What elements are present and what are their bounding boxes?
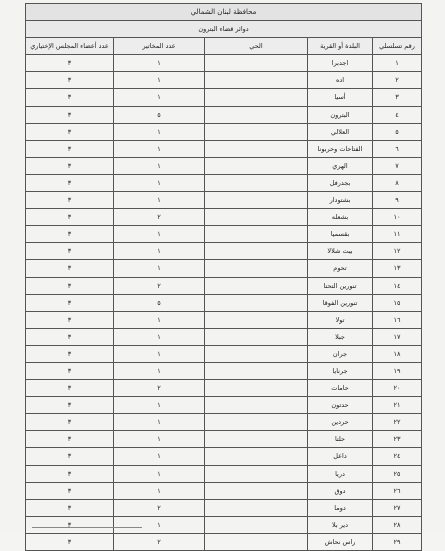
table-row xyxy=(26,294,422,311)
cell-town: بقسميا xyxy=(308,226,373,243)
cell-serial: ٢٩ xyxy=(373,533,422,550)
cell-mukhtars: ١ xyxy=(114,328,205,345)
cell-mukhtars: ١ xyxy=(114,123,205,140)
cell-council-members: ٣ xyxy=(26,362,114,379)
cell-mukhtars: ٢ xyxy=(114,533,205,550)
cell-neighborhood xyxy=(205,380,308,397)
cell-mukhtars: ١ xyxy=(114,482,205,499)
cell-town: دوق xyxy=(308,482,373,499)
cell-neighborhood xyxy=(205,192,308,209)
cell-town: تنورين التحتا xyxy=(308,277,373,294)
column-header-row xyxy=(26,38,422,55)
cell-neighborhood xyxy=(205,89,308,106)
cell-neighborhood xyxy=(205,294,308,311)
governorate-row xyxy=(26,4,422,21)
cell-mukhtars: ١ xyxy=(114,157,205,174)
cell-mukhtars: ١ xyxy=(114,174,205,191)
cell-serial: ٤ xyxy=(373,106,422,123)
table-row xyxy=(26,345,422,362)
table-row xyxy=(26,72,422,89)
cell-serial: ٢١ xyxy=(373,397,422,414)
governorate-title: محافظة لبنان الشمالي xyxy=(26,4,422,21)
cell-neighborhood xyxy=(205,260,308,277)
cell-neighborhood xyxy=(205,123,308,140)
cell-serial: ٩ xyxy=(373,192,422,209)
cell-mukhtars: ١ xyxy=(114,89,205,106)
table-row xyxy=(26,397,422,414)
cell-neighborhood xyxy=(205,414,308,431)
table-row xyxy=(26,277,422,294)
cell-serial: ٧ xyxy=(373,157,422,174)
cell-council-members: ٣ xyxy=(26,72,114,89)
cell-town: راس نحاش xyxy=(308,533,373,550)
cell-town: تنورين الفوقا xyxy=(308,294,373,311)
cell-council-members: ٣ xyxy=(26,226,114,243)
district-row xyxy=(26,21,422,38)
cell-serial: ٦ xyxy=(373,140,422,157)
cell-serial: ٣ xyxy=(373,89,422,106)
cell-neighborhood xyxy=(205,209,308,226)
cell-council-members: ٣ xyxy=(26,123,114,140)
cell-serial: ١٥ xyxy=(373,294,422,311)
cell-serial: ٢٠ xyxy=(373,380,422,397)
cell-neighborhood xyxy=(205,362,308,379)
cell-serial: ٢ xyxy=(373,72,422,89)
cell-neighborhood xyxy=(205,516,308,533)
cell-town: الفتاحات وحربونا xyxy=(308,140,373,157)
cell-mukhtars: ١ xyxy=(114,72,205,89)
cell-town: داعل xyxy=(308,448,373,465)
header-town: البلدة أو القرية xyxy=(308,38,373,55)
cell-neighborhood xyxy=(205,226,308,243)
cell-mukhtars: ١ xyxy=(114,414,205,431)
cell-serial: ١٣ xyxy=(373,260,422,277)
cell-mukhtars: ١ xyxy=(114,465,205,482)
cell-council-members: ٣ xyxy=(26,243,114,260)
header-serial: رقم تسلسلي xyxy=(373,38,422,55)
cell-mukhtars: ٢ xyxy=(114,380,205,397)
cell-neighborhood xyxy=(205,397,308,414)
cell-serial: ٢٢ xyxy=(373,414,422,431)
cell-town: دريا xyxy=(308,465,373,482)
cell-council-members: ٣ xyxy=(26,345,114,362)
page-edge-line xyxy=(32,527,142,528)
cell-town: أسيا xyxy=(308,89,373,106)
table-row xyxy=(26,311,422,328)
table-row xyxy=(26,192,422,209)
cell-serial: ١٦ xyxy=(373,311,422,328)
cell-mukhtars: ١ xyxy=(114,345,205,362)
cell-serial: ١٩ xyxy=(373,362,422,379)
cell-mukhtars: ١ xyxy=(114,260,205,277)
cell-council-members: ٣ xyxy=(26,192,114,209)
cell-neighborhood xyxy=(205,482,308,499)
table-row xyxy=(26,448,422,465)
cell-council-members: ٣ xyxy=(26,311,114,328)
header-mukhtars: عدد المخاتير xyxy=(114,38,205,55)
cell-council-members: ٣ xyxy=(26,482,114,499)
cell-mukhtars: ٥ xyxy=(114,294,205,311)
table-row xyxy=(26,260,422,277)
cell-town: جرنايا xyxy=(308,362,373,379)
cell-town: دوما xyxy=(308,499,373,516)
table-row xyxy=(26,533,422,550)
cell-council-members: ٣ xyxy=(26,414,114,431)
cell-serial: ٢٥ xyxy=(373,465,422,482)
cell-town: حردين xyxy=(308,414,373,431)
cell-mukhtars: ١ xyxy=(114,243,205,260)
cell-council-members: ٣ xyxy=(26,157,114,174)
cell-mukhtars: ١ xyxy=(114,311,205,328)
cell-council-members: ٣ xyxy=(26,380,114,397)
cell-council-members: ٣ xyxy=(26,294,114,311)
header-council-members: عدد أعضاء المجلس الإختياري xyxy=(26,38,114,55)
cell-town: تولا xyxy=(308,311,373,328)
cell-mukhtars: ٥ xyxy=(114,106,205,123)
cell-council-members: ٣ xyxy=(26,140,114,157)
cell-town: بجدرفل xyxy=(308,174,373,191)
cell-town: البترون xyxy=(308,106,373,123)
table-row xyxy=(26,482,422,499)
table-row xyxy=(26,209,422,226)
table-row xyxy=(26,123,422,140)
cell-mukhtars: ٢ xyxy=(114,209,205,226)
cell-mukhtars: ١ xyxy=(114,55,205,72)
cell-neighborhood xyxy=(205,328,308,345)
cell-serial: ٢٤ xyxy=(373,448,422,465)
cell-neighborhood xyxy=(205,157,308,174)
cell-town: تحوم xyxy=(308,260,373,277)
cell-mukhtars: ١ xyxy=(114,431,205,448)
cell-neighborhood xyxy=(205,465,308,482)
cell-town: حدتون xyxy=(308,397,373,414)
cell-serial: ١١ xyxy=(373,226,422,243)
cell-mukhtars: ٢ xyxy=(114,277,205,294)
table-row xyxy=(26,465,422,482)
table-row xyxy=(26,499,422,516)
table-row xyxy=(26,174,422,191)
cell-council-members: ٣ xyxy=(26,499,114,516)
cell-council-members: ٣ xyxy=(26,209,114,226)
cell-serial: ٨ xyxy=(373,174,422,191)
table-row xyxy=(26,362,422,379)
cell-town: اجدبرا xyxy=(308,55,373,72)
cell-serial: ٢٣ xyxy=(373,431,422,448)
cell-mukhtars: ١ xyxy=(114,516,205,533)
cell-neighborhood xyxy=(205,72,308,89)
cell-town: حامات xyxy=(308,380,373,397)
table-row xyxy=(26,243,422,260)
district-title: دوائر قضاء البترون xyxy=(26,21,422,38)
cell-town: دير بلا xyxy=(308,516,373,533)
cell-council-members: ٣ xyxy=(26,533,114,550)
cell-serial: ٢٧ xyxy=(373,499,422,516)
table-row xyxy=(26,226,422,243)
cell-neighborhood xyxy=(205,106,308,123)
cell-serial: ١٧ xyxy=(373,328,422,345)
cell-neighborhood xyxy=(205,277,308,294)
table-row xyxy=(26,380,422,397)
table-row xyxy=(26,89,422,106)
cell-town: جران xyxy=(308,345,373,362)
districts-table xyxy=(25,3,422,551)
cell-neighborhood xyxy=(205,174,308,191)
cell-town: بشعله xyxy=(308,209,373,226)
cell-council-members: ٣ xyxy=(26,89,114,106)
cell-mukhtars: ١ xyxy=(114,140,205,157)
cell-mukhtars: ١ xyxy=(114,397,205,414)
table-row xyxy=(26,157,422,174)
cell-town: حلتا xyxy=(308,431,373,448)
cell-mukhtars: ١ xyxy=(114,362,205,379)
cell-council-members: ٣ xyxy=(26,431,114,448)
table-row xyxy=(26,516,422,533)
cell-neighborhood xyxy=(205,55,308,72)
cell-council-members: ٣ xyxy=(26,448,114,465)
cell-council-members: ٣ xyxy=(26,516,114,533)
cell-neighborhood xyxy=(205,140,308,157)
cell-town: جبلا xyxy=(308,328,373,345)
cell-neighborhood xyxy=(205,499,308,516)
table-row xyxy=(26,328,422,345)
cell-neighborhood xyxy=(205,243,308,260)
cell-council-members: ٣ xyxy=(26,397,114,414)
table-row xyxy=(26,431,422,448)
cell-serial: ١٠ xyxy=(373,209,422,226)
cell-neighborhood xyxy=(205,311,308,328)
cell-mukhtars: ١ xyxy=(114,192,205,209)
cell-serial: ٥ xyxy=(373,123,422,140)
cell-serial: ١٨ xyxy=(373,345,422,362)
cell-town: بشتودار xyxy=(308,192,373,209)
cell-town: بيت شلالا xyxy=(308,243,373,260)
header-neighborhood: الحي xyxy=(205,38,308,55)
table-row xyxy=(26,140,422,157)
cell-mukhtars: ١ xyxy=(114,448,205,465)
cell-council-members: ٣ xyxy=(26,277,114,294)
cell-council-members: ٣ xyxy=(26,465,114,482)
cell-serial: ١ xyxy=(373,55,422,72)
cell-town: اده xyxy=(308,72,373,89)
cell-neighborhood xyxy=(205,533,308,550)
cell-council-members: ٣ xyxy=(26,174,114,191)
cell-neighborhood xyxy=(205,345,308,362)
table-row xyxy=(26,106,422,123)
cell-town: العلالي xyxy=(308,123,373,140)
cell-council-members: ٣ xyxy=(26,106,114,123)
table-row xyxy=(26,55,422,72)
cell-serial: ٢٨ xyxy=(373,516,422,533)
cell-mukhtars: ٢ xyxy=(114,499,205,516)
cell-council-members: ٣ xyxy=(26,55,114,72)
cell-serial: ١٤ xyxy=(373,277,422,294)
cell-neighborhood xyxy=(205,448,308,465)
cell-mukhtars: ١ xyxy=(114,226,205,243)
cell-council-members: ٣ xyxy=(26,328,114,345)
cell-serial: ٢٦ xyxy=(373,482,422,499)
table-row xyxy=(26,414,422,431)
cell-serial: ١٢ xyxy=(373,243,422,260)
cell-council-members: ٣ xyxy=(26,260,114,277)
cell-town: الهري xyxy=(308,157,373,174)
cell-neighborhood xyxy=(205,431,308,448)
